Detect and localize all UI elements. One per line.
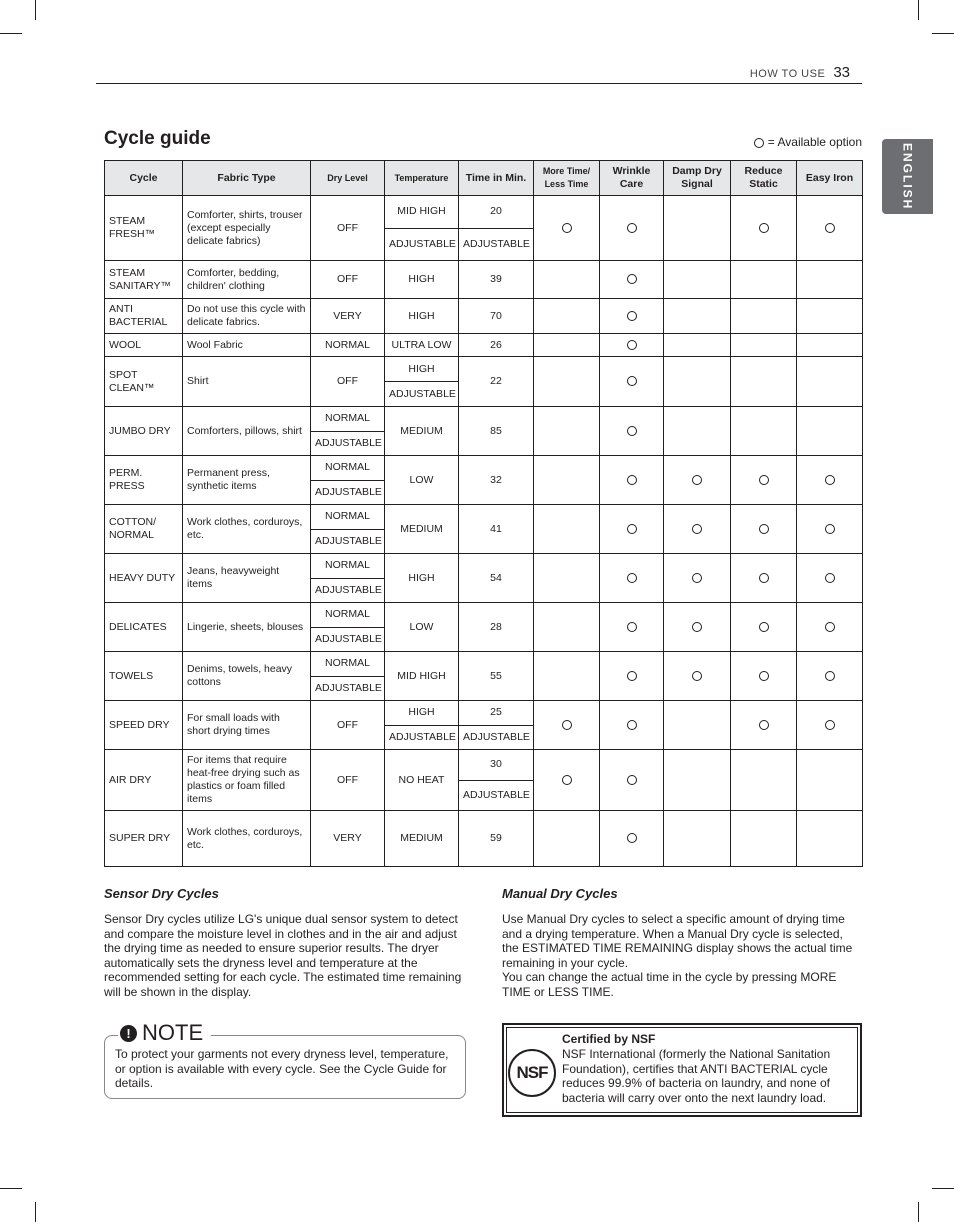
table-row bbox=[105, 505, 863, 530]
option-cell bbox=[664, 407, 731, 456]
temperature-cell: ADJUSTABLE bbox=[385, 382, 459, 407]
col-header: Wrinkle Care bbox=[600, 161, 664, 196]
temperature-cell: MID HIGH bbox=[385, 196, 459, 229]
option-cell bbox=[600, 554, 664, 603]
page-number: 33 bbox=[833, 64, 850, 81]
available-option-icon bbox=[825, 475, 835, 485]
available-option-icon bbox=[759, 223, 769, 233]
option-cell bbox=[731, 196, 797, 261]
cycle-guide-table bbox=[104, 160, 863, 867]
option-cell bbox=[534, 299, 600, 334]
option-cell bbox=[797, 652, 863, 701]
dry-level-cell: NORMAL bbox=[311, 456, 385, 481]
sensor-dry-title: Sensor Dry Cycles bbox=[104, 886, 219, 901]
temperature-cell: ADJUSTABLE bbox=[385, 228, 459, 261]
table-row bbox=[105, 652, 863, 677]
col-header: More Time/ Less Time bbox=[534, 161, 600, 196]
time-cell: 55 bbox=[459, 652, 534, 701]
option-cell bbox=[600, 334, 664, 357]
cycle-cell: TOWELS bbox=[105, 652, 183, 701]
option-cell bbox=[600, 357, 664, 407]
available-option-icon bbox=[627, 833, 637, 843]
available-option-icon bbox=[692, 524, 702, 534]
option-cell bbox=[797, 357, 863, 407]
option-cell bbox=[534, 652, 600, 701]
sensor-dry-text: Sensor Dry cycles utilize LG's unique dual sensor system to detect and compare the moisture level in clothes and in the air and adjust the drying time as needed to ensure superior results. The dryer automatically sets the dryness level and temperature at the recommended setting for each cycle. The estimated time remaining will be shown in the display. bbox=[104, 912, 462, 999]
crop-mark bbox=[918, 0, 919, 20]
available-option-icon bbox=[627, 573, 637, 583]
available-option-icon bbox=[825, 720, 835, 730]
dry-level-cell: OFF bbox=[311, 261, 385, 299]
option-cell bbox=[731, 334, 797, 357]
temperature-cell: HIGH bbox=[385, 357, 459, 382]
table-header-row bbox=[105, 161, 863, 196]
fabric-cell: Do not use this cycle with delicate fabrics. bbox=[183, 299, 311, 334]
time-cell: 39 bbox=[459, 261, 534, 299]
option-cell bbox=[731, 811, 797, 867]
temperature-cell: LOW bbox=[385, 456, 459, 505]
option-cell bbox=[600, 750, 664, 811]
dry-level-cell: NORMAL bbox=[311, 554, 385, 579]
option-cell bbox=[600, 603, 664, 652]
dry-level-cell: NORMAL bbox=[311, 407, 385, 432]
crop-mark bbox=[932, 33, 954, 34]
temperature-cell: MID HIGH bbox=[385, 652, 459, 701]
available-option-icon bbox=[692, 475, 702, 485]
option-cell bbox=[664, 603, 731, 652]
note-text: To protect your garments not every dryness level, temperature, or option is available with every cycle. See the Cycle Guide for details. bbox=[115, 1047, 449, 1090]
table-row bbox=[105, 407, 863, 432]
table-row bbox=[105, 554, 863, 579]
table-row bbox=[105, 261, 863, 299]
option-cell bbox=[664, 357, 731, 407]
available-option-icon bbox=[692, 671, 702, 681]
fabric-cell: Comforter, shirts, trouser (except especially delicate fabrics) bbox=[183, 196, 311, 261]
crop-mark bbox=[0, 1188, 22, 1189]
option-cell bbox=[664, 456, 731, 505]
available-option-icon bbox=[627, 524, 637, 534]
header-rule bbox=[96, 83, 862, 84]
option-cell bbox=[731, 701, 797, 750]
dry-level-cell: VERY bbox=[311, 299, 385, 334]
table-row bbox=[105, 750, 863, 781]
nsf-text: NSF International (formerly the National Sanitation Foundation), certifies that ANTI BACTERIAL cycle reduces 99.9% of bacteria on laundry, and none of bacteria will carry over onto the next laundry load. bbox=[562, 1047, 831, 1105]
cycle-cell: JUMBO DRY bbox=[105, 407, 183, 456]
available-option-icon bbox=[825, 622, 835, 632]
time-cell: 32 bbox=[459, 456, 534, 505]
temperature-cell: MEDIUM bbox=[385, 811, 459, 867]
cycle-cell: HEAVY DUTY bbox=[105, 554, 183, 603]
warning-icon: ! bbox=[120, 1025, 137, 1042]
crop-mark bbox=[918, 1202, 919, 1222]
available-option-icon bbox=[627, 720, 637, 730]
available-option-icon bbox=[759, 475, 769, 485]
time-cell: 59 bbox=[459, 811, 534, 867]
option-cell bbox=[731, 505, 797, 554]
fabric-cell: Wool Fabric bbox=[183, 334, 311, 357]
option-cell bbox=[600, 196, 664, 261]
col-header: Dry Level bbox=[311, 161, 385, 196]
dry-level-cell: ADJUSTABLE bbox=[311, 627, 385, 652]
time-cell: 41 bbox=[459, 505, 534, 554]
option-cell bbox=[731, 603, 797, 652]
temperature-cell: LOW bbox=[385, 603, 459, 652]
col-header: Fabric Type bbox=[183, 161, 311, 196]
option-cell bbox=[600, 456, 664, 505]
available-option-icon bbox=[825, 524, 835, 534]
option-cell bbox=[664, 554, 731, 603]
fabric-cell: Comforter, bedding, children' clothing bbox=[183, 261, 311, 299]
fabric-cell: For small loads with short drying times bbox=[183, 701, 311, 750]
option-cell bbox=[664, 811, 731, 867]
cycle-cell: SPOT CLEAN™ bbox=[105, 357, 183, 407]
option-cell bbox=[664, 299, 731, 334]
temperature-cell: HIGH bbox=[385, 554, 459, 603]
option-cell bbox=[600, 261, 664, 299]
available-option-icon bbox=[627, 622, 637, 632]
fabric-cell: Denims, towels, heavy cottons bbox=[183, 652, 311, 701]
dry-level-cell: NORMAL bbox=[311, 652, 385, 677]
time-cell: 25 bbox=[459, 701, 534, 726]
table-row bbox=[105, 701, 863, 726]
available-option-icon bbox=[825, 573, 835, 583]
option-cell bbox=[731, 357, 797, 407]
available-option-icon bbox=[825, 223, 835, 233]
dry-level-cell: OFF bbox=[311, 701, 385, 750]
option-cell bbox=[797, 261, 863, 299]
option-cell bbox=[534, 196, 600, 261]
cycle-cell: SUPER DRY bbox=[105, 811, 183, 867]
manual-dry-text-2: You can change the actual time in the cycle by pressing MORE TIME or LESS TIME. bbox=[502, 970, 837, 999]
option-cell bbox=[797, 334, 863, 357]
cycle-cell: STEAM FRESH™ bbox=[105, 196, 183, 261]
option-cell bbox=[534, 407, 600, 456]
time-cell: 22 bbox=[459, 357, 534, 407]
option-cell bbox=[731, 750, 797, 811]
available-option-icon bbox=[759, 622, 769, 632]
dry-level-cell: OFF bbox=[311, 750, 385, 811]
language-tab bbox=[882, 139, 933, 214]
option-cell bbox=[534, 261, 600, 299]
option-cell bbox=[664, 652, 731, 701]
option-cell bbox=[797, 554, 863, 603]
manual-dry-title: Manual Dry Cycles bbox=[502, 886, 618, 901]
fabric-cell: For items that require heat-free drying such as plastics or foam filled items bbox=[183, 750, 311, 811]
dry-level-cell: NORMAL bbox=[311, 334, 385, 357]
option-cell bbox=[731, 652, 797, 701]
option-cell bbox=[731, 456, 797, 505]
fabric-cell: Work clothes, corduroys, etc. bbox=[183, 505, 311, 554]
cycle-cell: STEAM SANITARY™ bbox=[105, 261, 183, 299]
cycle-cell: ANTI BACTERIAL bbox=[105, 299, 183, 334]
crop-mark bbox=[932, 1188, 954, 1189]
nsf-title: Certified by NSF bbox=[562, 1032, 656, 1046]
option-cell bbox=[534, 334, 600, 357]
dry-level-cell: ADJUSTABLE bbox=[311, 529, 385, 554]
option-cell bbox=[797, 811, 863, 867]
time-cell: 30 bbox=[459, 750, 534, 781]
time-cell: 20 bbox=[459, 196, 534, 229]
fabric-cell: Lingerie, sheets, blouses bbox=[183, 603, 311, 652]
time-cell: ADJUSTABLE bbox=[459, 228, 534, 261]
option-cell bbox=[534, 603, 600, 652]
col-header: Time in Min. bbox=[459, 161, 534, 196]
temperature-cell: HIGH bbox=[385, 299, 459, 334]
table-row bbox=[105, 811, 863, 867]
option-cell bbox=[664, 261, 731, 299]
option-cell bbox=[797, 196, 863, 261]
time-cell: 70 bbox=[459, 299, 534, 334]
manual-dry-text bbox=[502, 912, 858, 999]
option-cell bbox=[534, 554, 600, 603]
time-cell: 85 bbox=[459, 407, 534, 456]
legend-label: = Available option bbox=[767, 135, 862, 149]
available-option-icon bbox=[627, 223, 637, 233]
temperature-cell: HIGH bbox=[385, 261, 459, 299]
col-header: Cycle bbox=[105, 161, 183, 196]
option-cell bbox=[664, 701, 731, 750]
cycle-cell: DELICATES bbox=[105, 603, 183, 652]
fabric-cell: Shirt bbox=[183, 357, 311, 407]
option-cell bbox=[797, 407, 863, 456]
available-option-icon bbox=[562, 775, 572, 785]
table-row bbox=[105, 334, 863, 357]
option-cell bbox=[534, 357, 600, 407]
language-tab-label: ENGLISH bbox=[900, 142, 915, 211]
option-cell bbox=[797, 299, 863, 334]
available-option-icon bbox=[627, 671, 637, 681]
available-option-icon bbox=[627, 775, 637, 785]
option-cell bbox=[797, 603, 863, 652]
available-option-icon bbox=[562, 223, 572, 233]
fabric-cell: Jeans, heavyweight items bbox=[183, 554, 311, 603]
dry-level-cell: VERY bbox=[311, 811, 385, 867]
option-cell bbox=[534, 750, 600, 811]
crop-mark bbox=[35, 1202, 36, 1222]
temperature-cell: ADJUSTABLE bbox=[385, 725, 459, 750]
option-cell bbox=[600, 701, 664, 750]
note-label: NOTE bbox=[142, 1020, 204, 1045]
option-cell bbox=[664, 505, 731, 554]
available-option-icon bbox=[754, 138, 764, 148]
col-header: Damp Dry Signal bbox=[664, 161, 731, 196]
time-cell: 28 bbox=[459, 603, 534, 652]
table-row bbox=[105, 357, 863, 382]
option-cell bbox=[731, 261, 797, 299]
fabric-cell: Permanent press, synthetic items bbox=[183, 456, 311, 505]
option-cell bbox=[600, 407, 664, 456]
option-cell bbox=[534, 456, 600, 505]
available-option-icon bbox=[627, 340, 637, 350]
time-cell: 26 bbox=[459, 334, 534, 357]
note-heading bbox=[118, 1020, 211, 1046]
time-cell: ADJUSTABLE bbox=[459, 780, 534, 811]
legend bbox=[754, 135, 862, 149]
available-option-icon bbox=[627, 426, 637, 436]
fabric-cell: Comforters, pillows, shirt bbox=[183, 407, 311, 456]
table-row bbox=[105, 456, 863, 481]
available-option-icon bbox=[692, 573, 702, 583]
crop-mark bbox=[0, 33, 22, 34]
cycle-cell: PERM. PRESS bbox=[105, 456, 183, 505]
option-cell bbox=[731, 407, 797, 456]
option-cell bbox=[797, 750, 863, 811]
cycle-cell: WOOL bbox=[105, 334, 183, 357]
option-cell bbox=[534, 505, 600, 554]
table-row bbox=[105, 196, 863, 229]
option-cell bbox=[797, 505, 863, 554]
col-header: Reduce Static bbox=[731, 161, 797, 196]
dry-level-cell: OFF bbox=[311, 196, 385, 261]
option-cell bbox=[534, 811, 600, 867]
temperature-cell: MEDIUM bbox=[385, 407, 459, 456]
dry-level-cell: ADJUSTABLE bbox=[311, 578, 385, 603]
nsf-logo-icon: NSF bbox=[508, 1049, 556, 1097]
option-cell bbox=[600, 505, 664, 554]
dry-level-cell: OFF bbox=[311, 357, 385, 407]
option-cell bbox=[664, 750, 731, 811]
option-cell bbox=[664, 334, 731, 357]
available-option-icon bbox=[627, 311, 637, 321]
option-cell bbox=[600, 299, 664, 334]
crop-mark bbox=[35, 0, 36, 20]
dry-level-cell: NORMAL bbox=[311, 505, 385, 530]
option-cell bbox=[534, 701, 600, 750]
available-option-icon bbox=[627, 274, 637, 284]
cycle-cell: AIR DRY bbox=[105, 750, 183, 811]
temperature-cell: HIGH bbox=[385, 701, 459, 726]
available-option-icon bbox=[759, 720, 769, 730]
cycle-cell: SPEED DRY bbox=[105, 701, 183, 750]
manual-dry-text-1: Use Manual Dry cycles to select a specific amount of drying time and a drying temperature. When a Manual Dry cycle is selected, the ESTIMATED TIME REMAINING display shows the actual time remaining in your cycle. bbox=[502, 912, 853, 970]
available-option-icon bbox=[692, 622, 702, 632]
time-cell: 54 bbox=[459, 554, 534, 603]
option-cell bbox=[797, 701, 863, 750]
dry-level-cell: ADJUSTABLE bbox=[311, 676, 385, 701]
available-option-icon bbox=[759, 671, 769, 681]
table-row bbox=[105, 299, 863, 334]
cycle-cell: COTTON/ NORMAL bbox=[105, 505, 183, 554]
section-label: HOW TO USE bbox=[749, 68, 826, 80]
available-option-icon bbox=[759, 573, 769, 583]
time-cell: ADJUSTABLE bbox=[459, 725, 534, 750]
option-cell bbox=[731, 299, 797, 334]
temperature-cell: ULTRA LOW bbox=[385, 334, 459, 357]
table-row bbox=[105, 603, 863, 628]
col-header: Easy Iron bbox=[797, 161, 863, 196]
running-header bbox=[750, 64, 850, 81]
available-option-icon bbox=[759, 524, 769, 534]
option-cell bbox=[600, 811, 664, 867]
temperature-cell: NO HEAT bbox=[385, 750, 459, 811]
option-cell bbox=[731, 554, 797, 603]
col-header: Temperature bbox=[385, 161, 459, 196]
page-title: Cycle guide bbox=[104, 128, 211, 149]
dry-level-cell: ADJUSTABLE bbox=[311, 431, 385, 456]
dry-level-cell: NORMAL bbox=[311, 603, 385, 628]
option-cell bbox=[797, 456, 863, 505]
option-cell bbox=[600, 652, 664, 701]
dry-level-cell: ADJUSTABLE bbox=[311, 480, 385, 505]
option-cell bbox=[664, 196, 731, 261]
available-option-icon bbox=[562, 720, 572, 730]
fabric-cell: Work clothes, corduroys, etc. bbox=[183, 811, 311, 867]
available-option-icon bbox=[627, 475, 637, 485]
available-option-icon bbox=[825, 671, 835, 681]
available-option-icon bbox=[627, 376, 637, 386]
temperature-cell: MEDIUM bbox=[385, 505, 459, 554]
